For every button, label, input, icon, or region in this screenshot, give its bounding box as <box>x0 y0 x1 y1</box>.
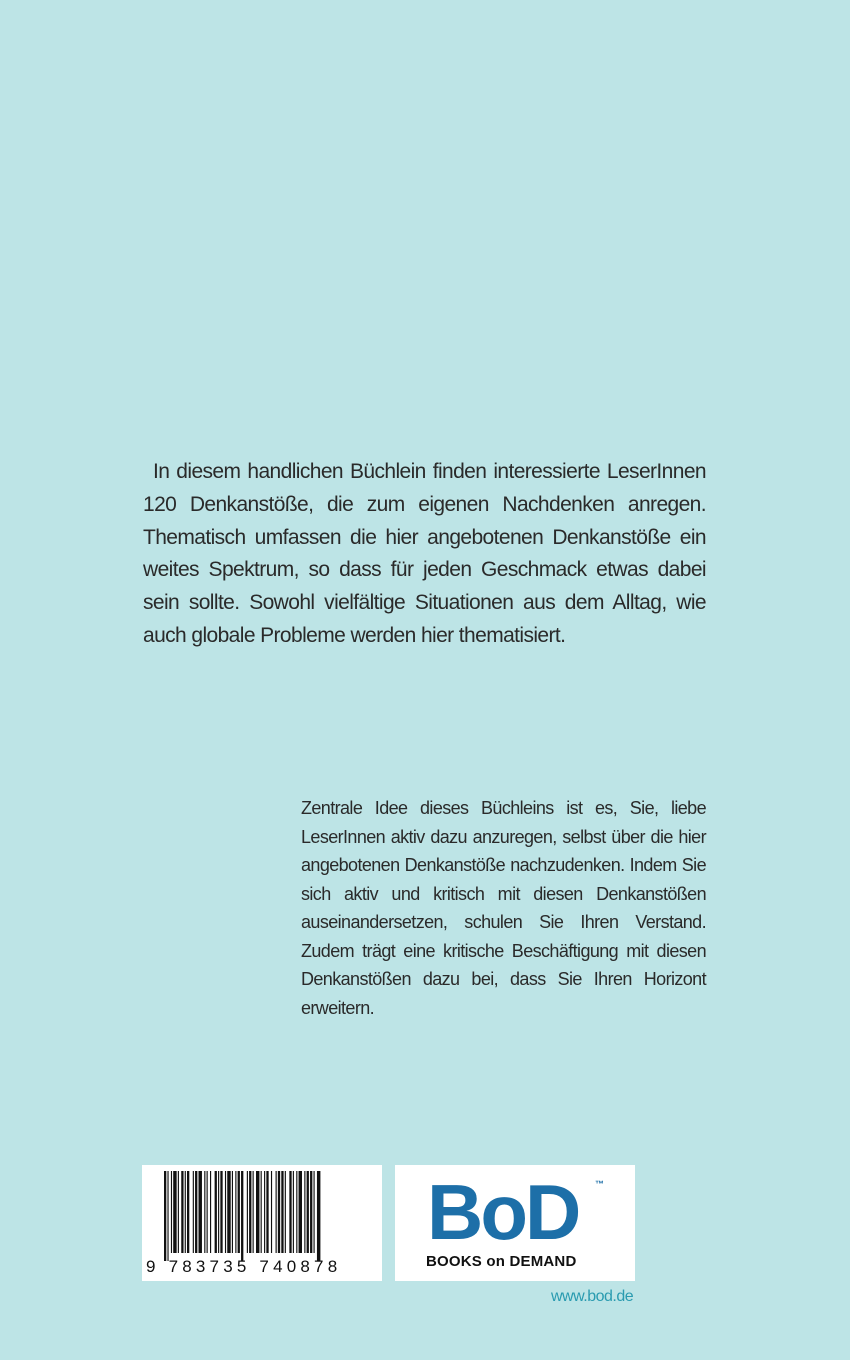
barcode-bar <box>299 1171 302 1253</box>
barcode-bar <box>207 1171 208 1253</box>
publisher-url: www.bod.de <box>551 1288 634 1305</box>
barcode-bar <box>218 1171 219 1253</box>
barcode-bar <box>227 1171 230 1253</box>
barcode-bar <box>238 1171 240 1253</box>
barcode-bar <box>249 1171 251 1253</box>
barcode-bar <box>285 1171 286 1253</box>
barcode-bar <box>278 1171 280 1253</box>
barcode-bar <box>266 1171 268 1253</box>
barcode-bar <box>289 1171 291 1253</box>
bod-logo: BoD <box>427 1168 579 1256</box>
barcode-bar <box>199 1171 202 1253</box>
barcode-bar <box>225 1171 226 1253</box>
barcode-bar <box>181 1171 183 1253</box>
trademark-mark: ™ <box>595 1179 604 1189</box>
barcode-bar <box>317 1171 320 1261</box>
barcode-bar <box>167 1171 168 1261</box>
barcode-bar <box>185 1171 186 1253</box>
barcode-bar <box>304 1171 305 1253</box>
barcode-bar <box>293 1171 294 1253</box>
barcode-bar <box>264 1171 265 1253</box>
barcode-bar <box>271 1171 272 1253</box>
isbn-barcode <box>142 1165 382 1281</box>
barcode-bar <box>187 1171 189 1253</box>
barcode-bar <box>310 1171 312 1253</box>
barcode-bar <box>247 1171 248 1253</box>
barcode-bar <box>220 1171 222 1253</box>
barcode-bar <box>195 1171 197 1253</box>
back-cover-blurb-main: In diesem handlichen Büchlein finden interessierte LeserInnen 120 Denkanstöße, die zum eigenen Nachdenken anregen. Thematisch umfassen die hier angebotenen Denkanstöße ein weites Spektrum, so dass für jeden Geschmack etwas dabei sein sollte. Sowohl vielfältige Situationen aus dem Alltag, wie auch globale Probleme werden hier thematisiert. <box>143 460 706 647</box>
barcode-bar <box>164 1171 166 1261</box>
isbn-number: 9 783735 740878 <box>146 1257 342 1276</box>
barcode-bar <box>296 1171 297 1253</box>
barcode-bar <box>253 1171 254 1253</box>
barcode-bar <box>307 1171 309 1253</box>
barcode-bar <box>276 1171 277 1253</box>
barcode-bar <box>215 1171 217 1253</box>
barcode-bar <box>232 1171 233 1253</box>
barcode-bar <box>204 1171 205 1253</box>
barcode-bar <box>281 1171 283 1253</box>
barcode-bar <box>173 1171 176 1253</box>
barcode-bar <box>171 1171 172 1253</box>
publisher-logo-box <box>395 1165 635 1281</box>
back-cover-blurb-second: Zentrale Idee dieses Büchleins ist es, Sie, liebe LeserInnen aktiv dazu anzuregen, selbst über die hier angebotenen Denkanstöße nachzudenken. Indem Sie sich aktiv und kritisch mit diesen Denkanstößen auseinandersetzen, schulen Sie Ihren Verstand. Zudem trägt eine kritische Beschäftigung mit diesen Denkanstößen dazu bei, dass Sie Ihren Horizont erweitern. <box>301 798 706 1018</box>
barcode-bar <box>261 1171 262 1253</box>
barcode-bar <box>210 1171 211 1253</box>
publisher-tagline: BOOKS on DEMAND <box>426 1253 577 1270</box>
barcode-bar <box>193 1171 194 1253</box>
barcode-bar <box>241 1171 243 1261</box>
barcode-bar <box>314 1171 315 1253</box>
barcode-bar <box>235 1171 236 1253</box>
barcode-bar <box>256 1171 259 1253</box>
barcode-bar <box>178 1171 179 1253</box>
